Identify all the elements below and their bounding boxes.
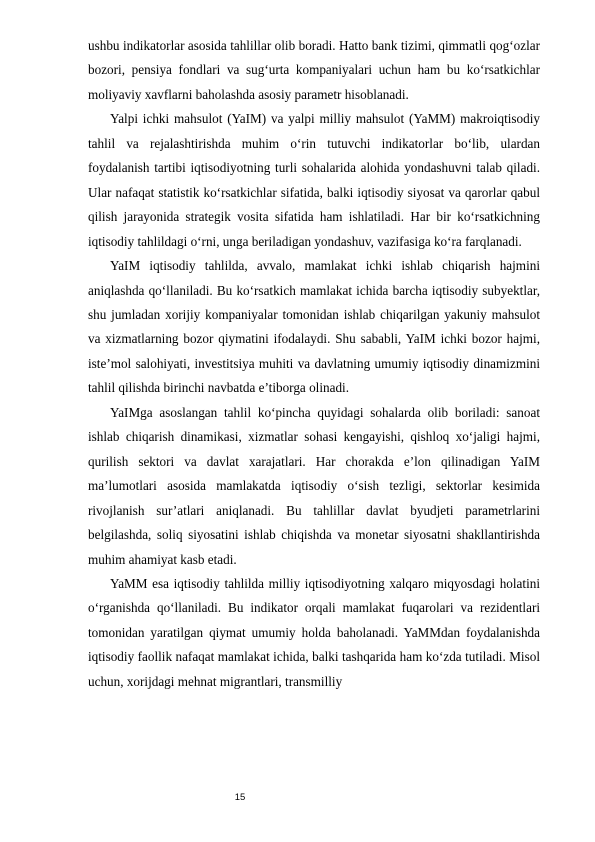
paragraph-gdp-analysis: YaIM iqtisodiy tahlilda, avvalo, mamlakat ichki ishlab chiqarish hajmini aniqlashda qo‘llaniladi. Bu ko‘rsatkich mamlakat ichida barcha iqtisodiy subyektlar, shu jumladan xorijiy kompaniyalar tomonidan ishlab chiqarilgan yakuniy mahsulot va xizmatlarning bozor qiymatini ifodalaydi. Shu sababli, YaIM ichki bozor hajmi, iste’mol salohiyati, investitsiya muhiti va davlatning umumiy iqtisodiy dinamizmini tahlil qilishda birinchi navbatda e’tiborga olinadi. xyxy=(88,258,540,396)
paragraph-continuation: ushbu indikatorlar asosida tahlillar olib boradi. Hatto bank tizimi, qimmatli qog‘ozlar bozori, pensiya fondlari va sug‘urta kompaniyalari uchun ham bu ko‘rsatkichlar moliyaviy xavflarni baholashda asosiy parametr hisoblanadi. xyxy=(88,38,540,102)
paragraph-gdp-gnp-intro: Yalpi ichki mahsulot (YaIM) va yalpi milliy mahsulot (YaMM) makroiqtisodiy tahlil va rejalashtirishda muhim o‘rin tutuvchi indikatorlar bo‘lib, ulardan foydalanish tartibi iqtisodiyotning turli sohalarida alohida yondashuvni talab qiladi. Ular nafaqat statistik ko‘rsatkichlar sifatida, balki iqtisodiy siyosat va qarorlar qabul qilish jarayonida strategik vosita sifatida ham ishlatiladi. Har bir ko‘rsatkichning iqtisodiy tahlildagi o‘rni, unga beriladigan yondashuv, vazifasiga ko‘ra farqlanadi. xyxy=(88,111,540,249)
body-text xyxy=(88,34,540,694)
page-number: 15 xyxy=(234,792,246,803)
paragraph-gdp-sectors: YaIMga asoslangan tahlil ko‘pincha quyidagi sohalarda olib boriladi: sanoat ishlab chiqarish dinamikasi, xizmatlar sohasi kengayishi, qishloq xo‘jaligi hajmi, qurilish sektori va davlat xarajatlari. Har chorakda e’lon qilinadigan YaIM ma’lumotlari asosida mamlakatda iqtisodiy o‘sish tezligi, sektorlar kesimida rivojlanish sur’atlari aniqlanadi. Bu tahlillar davlat byudjeti parametrlarini belgilashda, soliq siyosatini ishlab chiqishda va monetar siyosatni shakllantirishda muhim ahamiyat kasb etadi. xyxy=(88,404,540,567)
paragraph-gnp-analysis: YaMM esa iqtisodiy tahlilda milliy iqtisodiyotning xalqaro miqyosdagi holatini o‘rganishda qo‘llaniladi. Bu indikator orqali mamlakat fuqarolari va rezidentlari tomonidan yaratilgan qiymat umumiy holda baholanadi. YaMMdan foydalanishda iqtisodiy faollik nafaqat mamlakat ichida, balki tashqarida ham ko‘zda tutiladi. Misol uchun, xorijdagi mehnat migrantlari, transmilliy xyxy=(88,575,540,689)
